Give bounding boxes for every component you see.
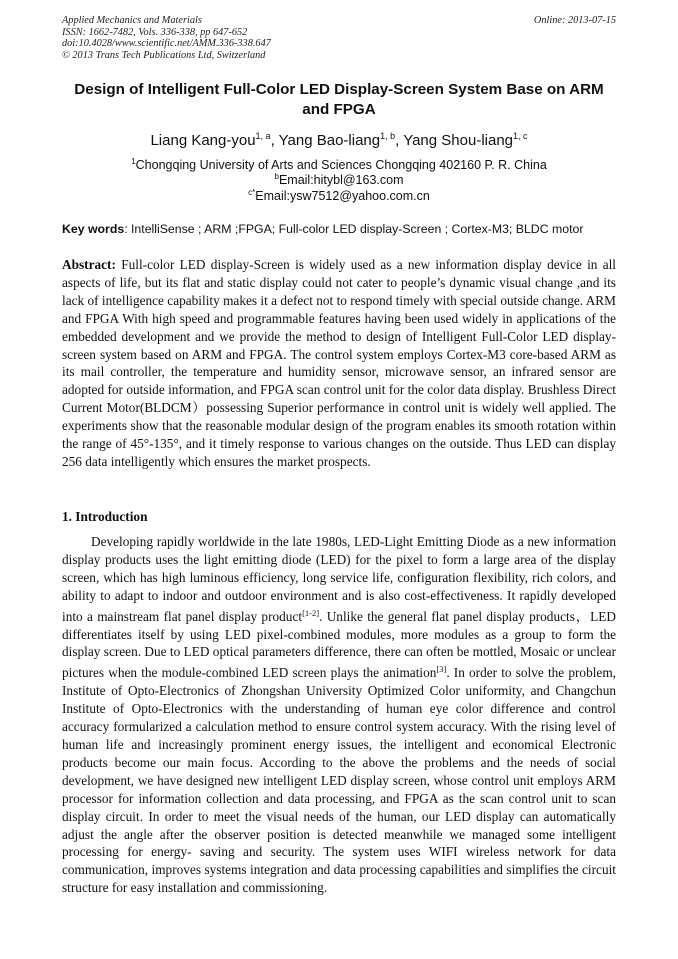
email-text: Email:ysw7512@yahoo.com.cn xyxy=(255,189,430,203)
online-date: Online: 2013-07-15 xyxy=(533,15,616,26)
keywords xyxy=(62,221,618,237)
author-name: Yang Bao-liang xyxy=(278,132,381,149)
author-separator: , xyxy=(270,132,279,149)
email-text: Email:hitybl@163.com xyxy=(278,173,404,187)
introduction-paragraph xyxy=(62,533,616,897)
journal-name: Applied Mechanics and Materials xyxy=(62,15,202,26)
affiliation-mark: b xyxy=(274,172,279,181)
affiliation-mark: c* xyxy=(248,188,256,197)
author-mark: 1, b xyxy=(380,131,396,141)
abstract xyxy=(62,256,616,471)
affiliation-text: Chongqing University of Arts and Sciences Chongqing 402160 P. R. China xyxy=(135,158,547,172)
author-name: Yang Shou-liang xyxy=(403,132,514,149)
intro-text: Developing rapidly worldwide in the late 1980s, LED-Light Emitting Diode as a new information display products uses the light emitting diode (LED) for the pixel to form a large area of the display screen, which has high luminous efficiency, long service life, configuration flexibility, rich colors, and ability to adapt to indoor and outdoor environment and is also cost-effectiveness. It rapidly developed into a mainstream flat panel display product xyxy=(62,534,616,624)
author-separator: , xyxy=(395,132,404,149)
affiliation-email-c xyxy=(60,185,618,204)
intro-text: . Unlike the general flat panel display products，LED differentiates itself by using LED pixel-combined modules, more modules as a group to form the display screen. Due to LED optical parameters difference, there can often be mottled, Mosaic or unclear pictures when the module-combined LED screen plays the animation xyxy=(62,608,617,681)
author-mark: 1, a xyxy=(255,131,271,141)
author-list xyxy=(60,127,618,150)
intro-text: . In order to solve the problem, Institute of Opto-Electronics of Zhongshan University Optimized Color uniformity, and Changchun Institute of Opto-Electronics with the understanding of human eye color difference and control accuracy formularized a calculation method to ensure control system accuracy. With the rising level of human life and increasingly prominent energy issues, the intelligent and economical Electronic products become our main focus. According to the above the problems and the needs of social development, we have designed new intelligent LED display screen, whose control unit employs ARM processor for information collection and data processing, and FPGA as the scan control unit to scan display circuit. In order to meet the visual needs of the human, our LED display can automatically adjust the angle after the observer position is detected meanwhile we managed some intelligent processing for energy- saving and security. The system uses WIFI wireless network for data communication, improves systems integration and data processing capabilities and simplifies the circuit structure for easy installation and commissioning. xyxy=(62,665,616,896)
paper-title: Design of Intelligent Full-Color LED Display-Screen System Base on ARM and FPGA xyxy=(74,81,604,118)
citation-ref: [1-2] xyxy=(302,607,320,618)
author-name: Liang Kang-you xyxy=(150,132,256,149)
section-heading-introduction: 1. Introduction xyxy=(62,509,148,524)
keywords-label: Key words xyxy=(62,222,125,236)
issn-line: ISSN: 1662-7482, Vols. 336-338, pp 647-652 xyxy=(62,26,248,38)
doi-line: doi:10.4028/www.scientific.net/AMM.336-338.647 xyxy=(62,38,271,50)
abstract-text: Full-color LED display-Screen is widely used as a new information display device in all aspects of life, but its flat and static display could not cater to people’s dynamic visual change ,and its lack of intelligence capability makes it a defect not to respond timely with special outside change. ARM and FPGA With high speed and programmable features having been used widely in applications of the embedded development and we provide the method to design of Intelligent Full-Color LED display-screen system based on ARM and FPGA. The control system employs Cortex-M3 core-based ARM as its mail controller, the temperature and humidity sensor, microwave sensor, an infrared sensor are adopted for outside information, and FPGA scan control unit for the color data display. Brushless Direct Current Motor(BLDCM）possessing Superior performance in control unit is widely well applied. The experiments show that the reasonable modular design of the program enables its smooth rotation within the range of 45°-135°, and it timely response to various changes on the outside. Thus LED can display 256 data intelligently which ensures the market prospects. xyxy=(62,257,616,469)
copyright-line: © 2013 Trans Tech Publications Ltd, Switzerland xyxy=(62,49,266,61)
author-mark: 1, c xyxy=(513,131,528,141)
affiliation-mark: 1 xyxy=(131,157,136,166)
journal-header xyxy=(62,15,618,61)
citation-ref: [3] xyxy=(436,664,447,675)
abstract-label: Abstract: xyxy=(62,257,116,272)
keywords-text: : IntelliSense ; ARM ;FPGA; Full-color LED display-Screen ; Cortex-M3; BLDC motor xyxy=(124,222,584,236)
